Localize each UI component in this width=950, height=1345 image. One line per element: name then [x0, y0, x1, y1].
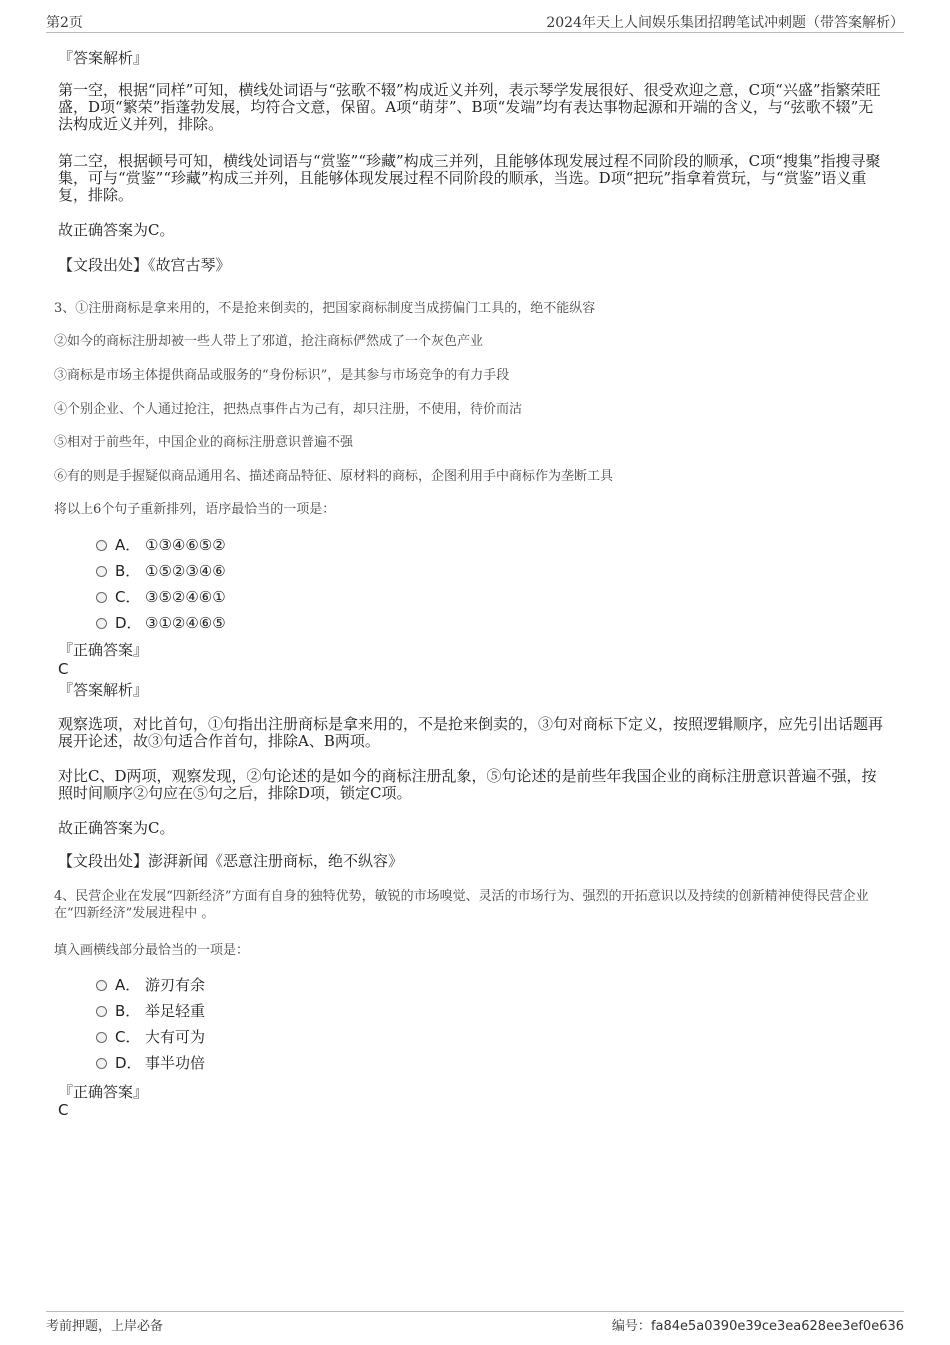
footer-slogan: 考前押题，上岸必备	[46, 1319, 164, 1334]
analysis-label: 『答案解析』	[58, 49, 149, 67]
page-footer	[46, 1311, 904, 1334]
correct-answer: C	[58, 1101, 69, 1119]
conclusion-text: 故正确答案为C。	[58, 819, 175, 837]
radio-icon[interactable]	[96, 1006, 107, 1017]
radio-icon[interactable]	[96, 1058, 107, 1069]
radio-icon[interactable]	[96, 592, 107, 603]
option-b[interactable]: B． ①⑤②③④⑥	[96, 563, 226, 580]
option-b[interactable]: B． 举足轻重	[96, 1003, 205, 1020]
question-prompt: 将以上6个句子重新排列，语序最恰当的一项是：	[54, 502, 336, 517]
radio-icon[interactable]	[96, 566, 107, 577]
radio-icon[interactable]	[96, 980, 107, 991]
question-prompt: 填入画横线部分最恰当的一项是：	[54, 943, 250, 958]
page-number: 第2页	[46, 15, 83, 31]
question-sentence: ③商标是市场主体提供商品或服务的“身份标识”，是其参与市场竞争的有力手段	[54, 368, 510, 383]
question-sentence: 3、①注册商标是拿来用的，不是抢来倒卖的，把国家商标制度当成捞偏门工具的，绝不能纵容	[54, 301, 596, 316]
option-d[interactable]: D． ③①②④⑥⑤	[96, 615, 226, 632]
option-d[interactable]: D． 事半功倍	[96, 1055, 205, 1072]
option-a[interactable]: A． 游刃有余	[96, 977, 205, 994]
answer-label: 『正确答案』	[58, 641, 149, 659]
question-stem: 4、民营企业在发展“四新经济”方面有自身的独特优势，敏锐的市场嗅觉、灵活的市场行为、强烈的开拓意识以及持续的创新精神使得民营企业在“四新经济”发展进程中 。	[54, 889, 869, 921]
question-sentence: ②如今的商标注册却被一些人带上了邪道，抢注商标俨然成了一个灰色产业	[54, 334, 484, 349]
radio-icon[interactable]	[96, 540, 107, 551]
source-citation: 【文段出处】《故宫古琴》	[58, 256, 231, 274]
analysis-paragraph: 对比C、D两项，观察发现，②句论述的是如今的商标注册乱象，⑤句论述的是前些年我国企业的商标注册意识普遍不强，按照时间顺序②句应在⑤句之后，排除D项，锁定C项。	[58, 767, 877, 802]
page-header	[46, 12, 904, 33]
radio-icon[interactable]	[96, 618, 107, 629]
question-sentence: ⑥有的则是手握疑似商品通用名、描述商品特征、原材料的商标，企图利用手中商标作为垄断工具	[54, 469, 614, 484]
document-title: 2024年天上人间娱乐集团招聘笔试冲刺题（带答案解析）	[546, 15, 904, 31]
analysis-label: 『答案解析』	[58, 681, 149, 699]
option-a[interactable]: A． ①③④⑥⑤②	[96, 537, 226, 554]
analysis-paragraph: 第一空，根据“同样”可知，横线处词语与“弦歌不辍”构成近义并列，表示琴学发展很好、很受欢迎之意，C项“兴盛”指繁荣旺盛，D项“繁荣”指蓬勃发展，均符合文意，保留。A项“萌芽”、B项“发端”均有表达事物起源和开端的含义，与“弦歌不辍”无法构成近义并列，排除。	[58, 81, 881, 133]
analysis-paragraph: 观察选项，对比首句，①句指出注册商标是拿来用的，不是抢来倒卖的，③句对商标下定义，按照逻辑顺序，应先引出话题再展开论述，故③句适合作首句，排除A、B两项。	[58, 715, 884, 750]
analysis-paragraph: 第二空，根据顿号可知，横线处词语与“赏鉴”“珍藏”构成三并列，且能够体现发展过程不同阶段的顺承，C项“搜集”指搜寻聚集，可与“赏鉴”“珍藏”构成三并列，且能够体现发展过程不同阶段的顺承，当选。D项“把玩”指拿着赏玩，与“赏鉴”语义重复，排除。	[58, 152, 881, 204]
conclusion-text: 故正确答案为C。	[58, 221, 175, 239]
answer-label: 『正确答案』	[58, 1083, 149, 1101]
radio-icon[interactable]	[96, 1032, 107, 1043]
document-id: 编号：fa84e5a0390e39ce3ea628ee3ef0e636	[611, 1319, 904, 1334]
source-citation: 【文段出处】澎湃新闻《恶意注册商标，绝不纵容》	[58, 852, 404, 870]
correct-answer: C	[58, 660, 69, 678]
option-c[interactable]: C． 大有可为	[96, 1029, 205, 1046]
question-sentence: ④个别企业、个人通过抢注，把热点事件占为己有，却只注册，不使用，待价而沽	[54, 402, 523, 417]
question-sentence: ⑤相对于前些年，中国企业的商标注册意识普遍不强	[54, 435, 354, 450]
option-c[interactable]: C． ③⑤②④⑥①	[96, 589, 226, 606]
